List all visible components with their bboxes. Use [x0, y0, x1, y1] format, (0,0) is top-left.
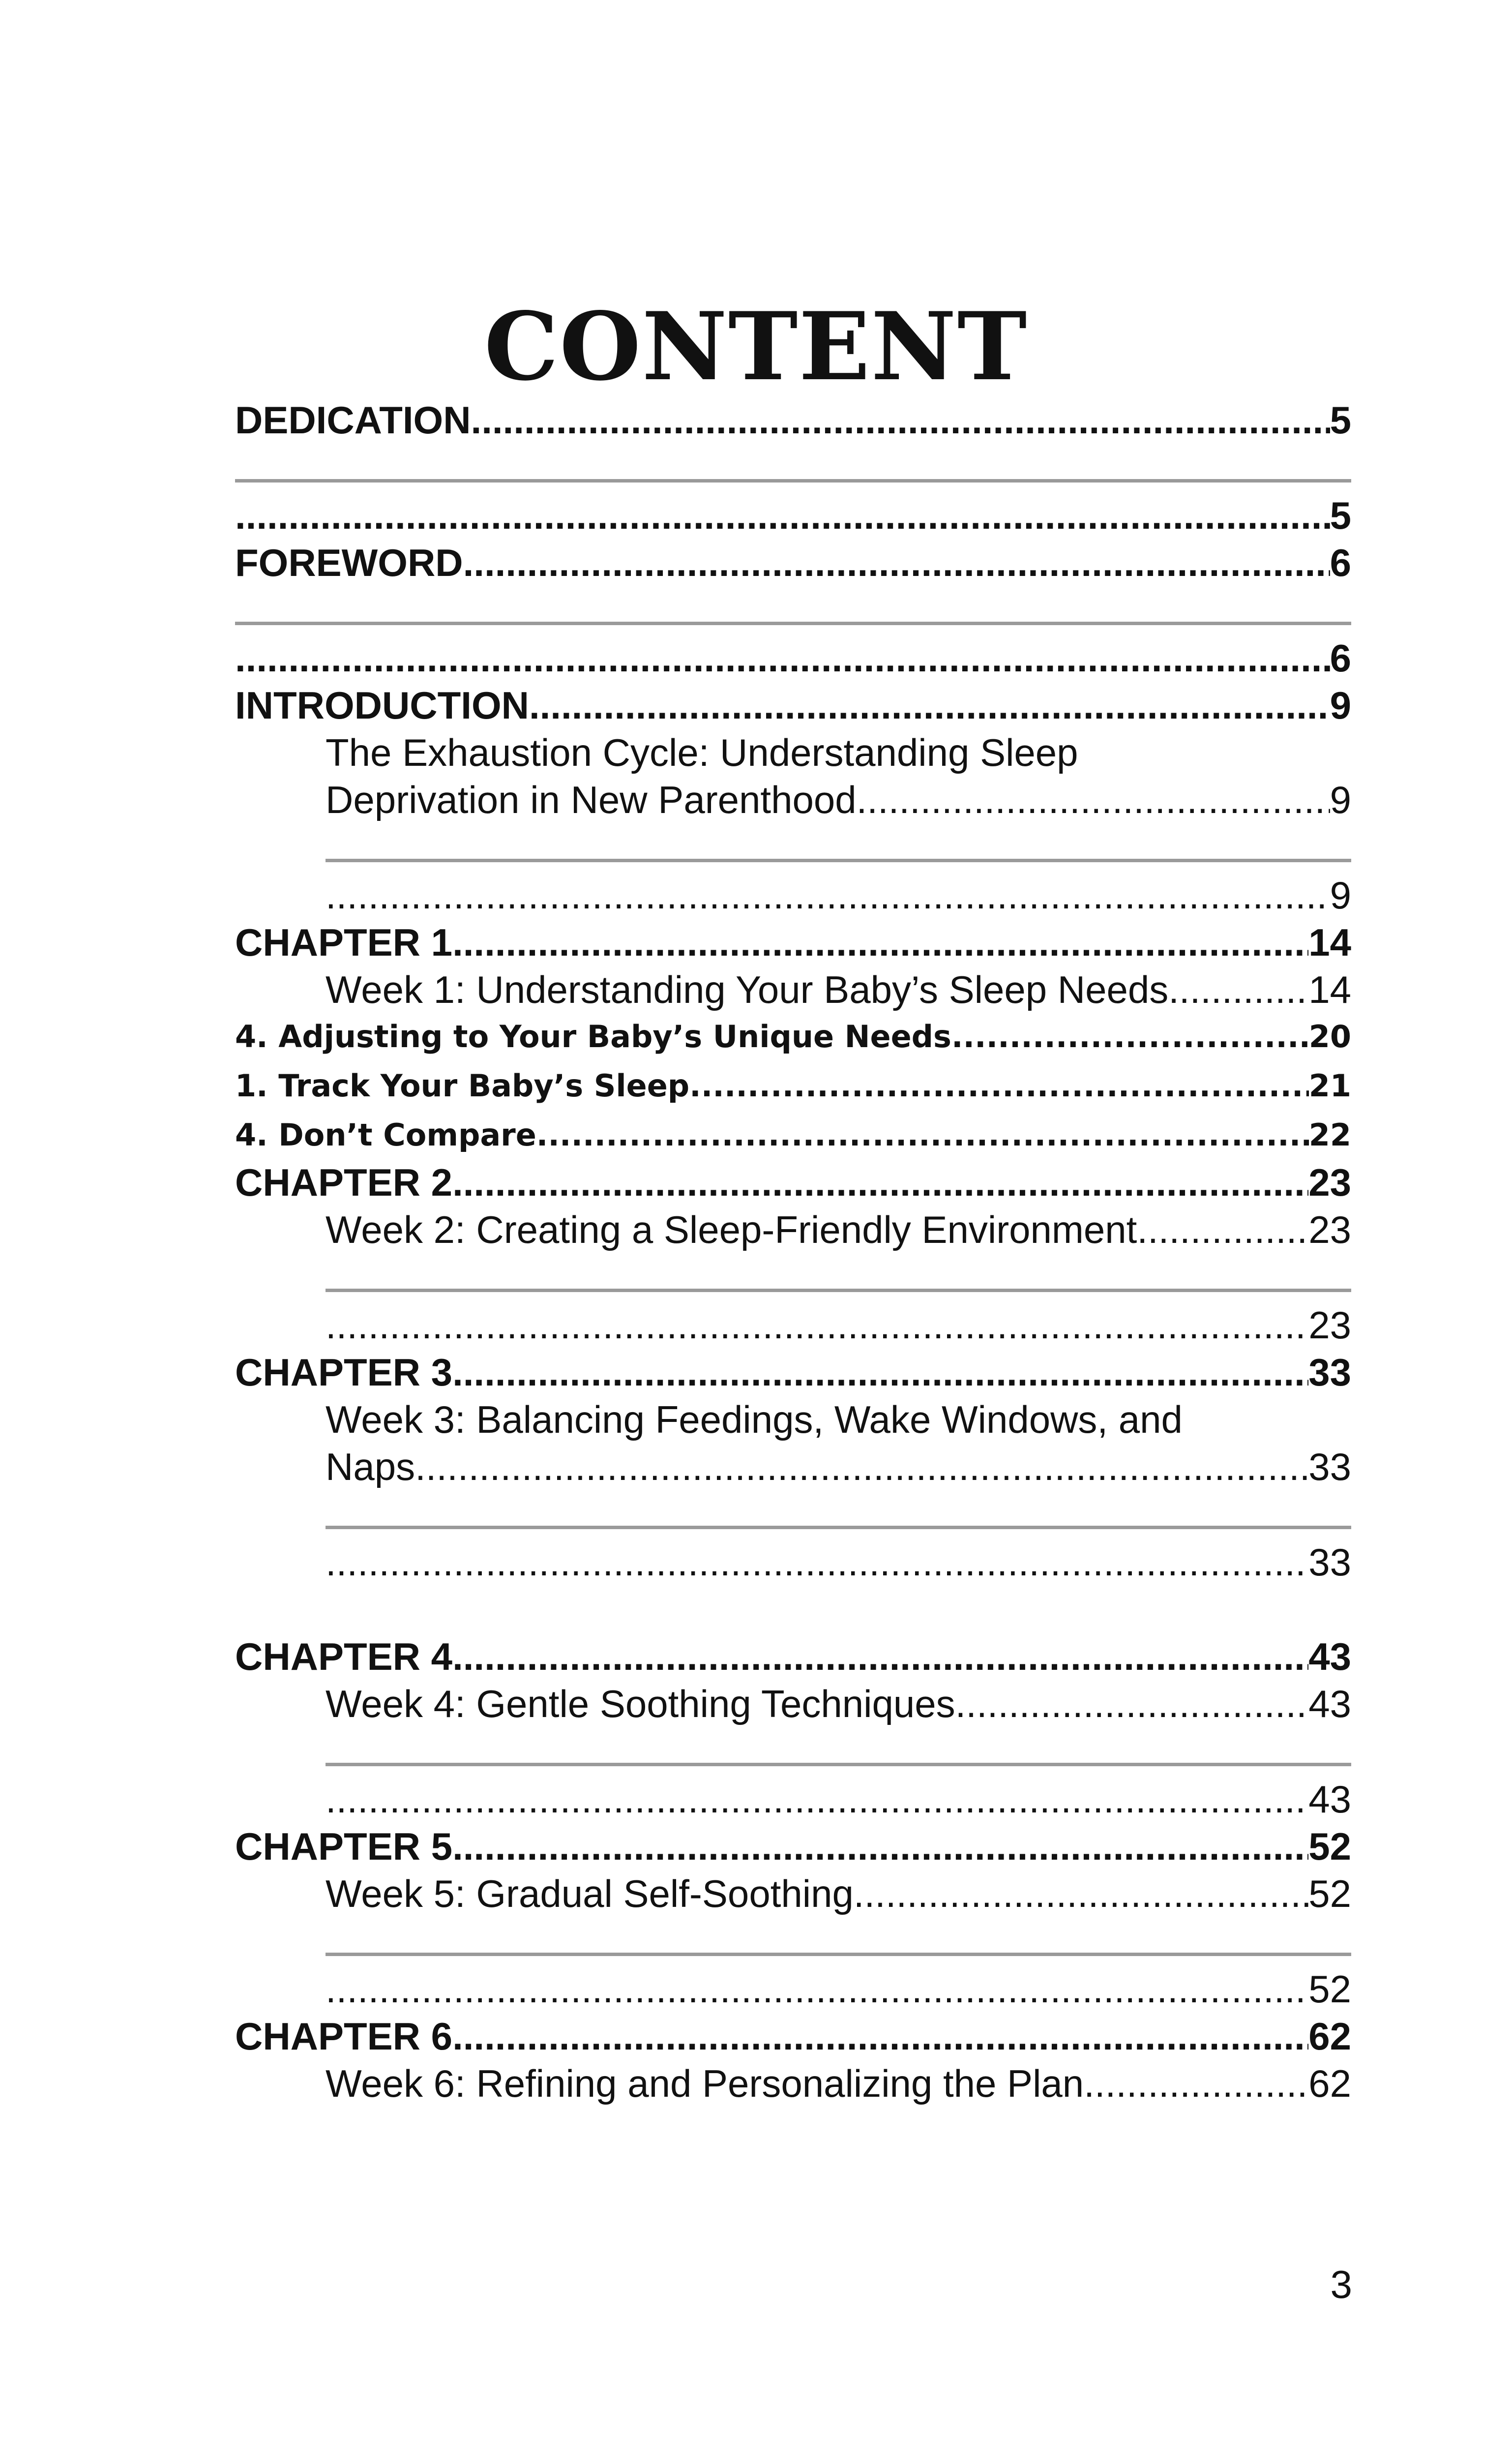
toc-divider — [326, 1289, 1351, 1292]
toc-entry-label: Week 6: Refining and Personalizing the Plan — [326, 2062, 1084, 2105]
toc-entry-label: CHAPTER 5 — [235, 1825, 453, 1868]
toc-entry-page: 21 — [1308, 1068, 1351, 1104]
toc-entry-page: 33 — [1308, 1540, 1351, 1584]
toc-divider — [326, 859, 1351, 862]
toc-entry-label: INTRODUCTION — [235, 684, 529, 727]
toc-entry-label: Week 5: Gradual Self-Soothing — [326, 1872, 854, 1915]
toc-entry-page: 62 — [1308, 2015, 1351, 2058]
toc-entry-page: 33 — [1308, 1445, 1351, 1488]
toc-entry-page: 9 — [1330, 778, 1351, 821]
toc-leader-dots — [452, 1159, 1308, 1206]
toc-entry-page: 43 — [1308, 1778, 1351, 1821]
toc-entry-page: 5 — [1330, 398, 1351, 442]
toc-entry-page: 23 — [1308, 1208, 1351, 1251]
toc-entry-label: CHAPTER 6 — [235, 2015, 453, 2058]
toc-divider — [235, 479, 1351, 483]
toc-entry-adjusting-needs[interactable] — [235, 1013, 1351, 1060]
toc-entry-label: CHAPTER 1 — [235, 921, 453, 964]
toc-leader-dots — [326, 1538, 1308, 1586]
toc-entry-label: Week 1: Understanding Your Baby’s Sleep Needs — [326, 968, 1169, 1011]
toc-leader-dots — [689, 1062, 1309, 1110]
toc-entry-page: 6 — [1330, 541, 1351, 584]
toc-leader-dots — [951, 1013, 1309, 1060]
page-number: 3 — [1330, 2262, 1352, 2306]
toc-leader-dots — [955, 1680, 1309, 1727]
toc-entry-label: Deprivation in New Parenthood — [326, 778, 857, 821]
toc-entry-label-line1: Week 3: Balancing Feedings, Wake Windows, and — [326, 1398, 1183, 1441]
toc-leader-dots — [326, 1965, 1308, 2013]
toc-entry-blank[interactable] — [326, 1965, 1351, 2013]
toc-entry-blank[interactable] — [326, 1538, 1351, 1586]
toc-entry-page: 6 — [1330, 636, 1351, 680]
toc-entry-page: 52 — [1308, 1872, 1351, 1915]
toc-entry-blank[interactable] — [326, 1776, 1351, 1823]
toc-entry-exhaustion-cycle[interactable] — [326, 776, 1351, 823]
toc-entry-chapter-3[interactable] — [235, 1349, 1351, 1396]
toc-entry-page: 5 — [1330, 494, 1351, 537]
toc-entry-page: 23 — [1308, 1161, 1351, 1204]
toc-entry-chapter-5[interactable] — [235, 1823, 1351, 1870]
toc-leader-dots — [415, 1443, 1308, 1490]
toc-divider — [326, 1953, 1351, 1956]
toc-leader-dots — [326, 1301, 1308, 1349]
toc-leader-dots — [452, 1823, 1308, 1870]
toc-entry-foreword[interactable] — [235, 539, 1351, 586]
toc-entry-page: 23 — [1308, 1303, 1351, 1347]
toc-entry-dont-compare[interactable] — [235, 1112, 1351, 1159]
toc-entry-label: 4. Adjusting to Your Baby’s Unique Needs — [235, 1019, 951, 1055]
toc-entry-page: 52 — [1308, 1825, 1351, 1868]
toc-divider — [326, 1763, 1351, 1766]
toc-leader-dots — [1084, 2060, 1308, 2107]
page-title: CONTENT — [484, 292, 1028, 401]
toc-entry-page: 9 — [1330, 684, 1351, 727]
toc-entry-chapter-4[interactable] — [235, 1633, 1351, 1680]
toc-entry-dedication[interactable] — [235, 396, 1351, 444]
toc-leader-dots — [326, 872, 1330, 919]
toc-entry-introduction[interactable] — [235, 682, 1351, 729]
toc-leader-dots — [536, 1112, 1309, 1159]
toc-leader-dots — [235, 634, 1330, 682]
toc-leader-dots — [452, 1349, 1308, 1396]
toc-entry-page: 62 — [1308, 2062, 1351, 2105]
toc-leader-dots — [471, 396, 1330, 444]
toc-leader-dots — [529, 682, 1330, 729]
toc-entry-label: 1. Track Your Baby’s Sleep — [235, 1068, 690, 1104]
toc-entry-label: Naps — [326, 1445, 415, 1488]
toc-entry-blank[interactable] — [326, 1301, 1351, 1349]
toc-entry-blank[interactable] — [235, 634, 1351, 682]
toc-leader-dots — [1168, 966, 1308, 1013]
toc-entry-page: 43 — [1308, 1682, 1351, 1725]
toc-entry-label: FOREWORD — [235, 541, 463, 584]
toc-leader-dots — [463, 539, 1330, 586]
toc-entry-chapter-2[interactable] — [235, 1159, 1351, 1206]
toc-entry-label: CHAPTER 4 — [235, 1635, 453, 1678]
toc-leader-dots — [1137, 1206, 1308, 1253]
toc-entry-week-5[interactable] — [326, 1870, 1351, 1917]
toc-entry-page: 20 — [1308, 1019, 1351, 1055]
toc-entry-week-2[interactable] — [326, 1206, 1351, 1253]
toc-entry-week-4[interactable] — [326, 1680, 1351, 1727]
toc-entry-week-3[interactable] — [326, 1443, 1351, 1490]
toc-entry-track-sleep[interactable] — [235, 1062, 1351, 1110]
toc-entry-week-1[interactable] — [326, 966, 1351, 1013]
toc-entry-page: 43 — [1308, 1635, 1351, 1678]
toc-leader-dots — [857, 776, 1330, 823]
toc-entry-label: DEDICATION — [235, 398, 471, 442]
toc-leader-dots — [452, 1633, 1308, 1680]
toc-entry-page: 14 — [1308, 968, 1351, 1011]
toc-entry-blank[interactable] — [235, 492, 1351, 539]
toc-entry-label: CHAPTER 3 — [235, 1351, 453, 1394]
toc-divider — [235, 622, 1351, 625]
toc-entry-page: 33 — [1308, 1351, 1351, 1394]
toc-entry-blank[interactable] — [326, 872, 1351, 919]
toc-entry-label: 4. Don’t Compare — [235, 1117, 536, 1153]
toc-leader-dots — [326, 1776, 1308, 1823]
toc-leader-dots — [235, 492, 1330, 539]
toc-entry-chapter-1[interactable] — [235, 919, 1351, 966]
toc-entry-label: Week 4: Gentle Soothing Techniques — [326, 1682, 955, 1725]
toc-entry-chapter-6[interactable] — [235, 2013, 1351, 2060]
toc-entry-label-line1: The Exhaustion Cycle: Understanding Sleep — [326, 731, 1078, 774]
toc-entry-page: 52 — [1308, 1967, 1351, 2011]
toc-leader-dots — [854, 1870, 1308, 1917]
toc-entry-page: 14 — [1308, 921, 1351, 964]
toc-leader-dots — [452, 2013, 1308, 2060]
toc-entry-page: 22 — [1308, 1117, 1351, 1153]
toc-entry-page: 9 — [1330, 874, 1351, 917]
toc-entry-label: Week 2: Creating a Sleep-Friendly Environment — [326, 1208, 1137, 1251]
toc-entry-week-6[interactable] — [326, 2060, 1351, 2107]
toc-leader-dots — [452, 919, 1308, 966]
toc-divider — [326, 1526, 1351, 1529]
toc-entry-label: CHAPTER 2 — [235, 1161, 453, 1204]
